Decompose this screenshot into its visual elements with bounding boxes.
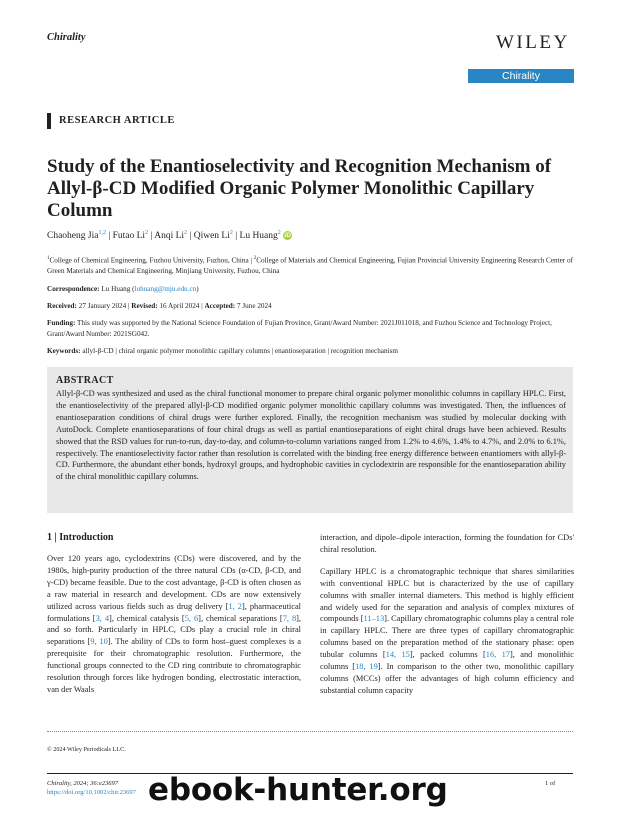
right-column [320,532,574,697]
correspondence-email-link[interactable]: luhuang@mju.edu.cn [134,285,197,293]
author-list: Chaoheng Jia$^{1,2}$ | Futao Li$^2$ | Anqi Li$^2$ | Qiwen Li$^2$ | Lu Huang$^2$ iD [47,230,291,242]
correspondence: Correspondence: Lu Huang (luhuang@mju.edu.cn) [47,285,199,293]
author-name[interactable]: Anqi Li [154,231,185,242]
abstract-text: Allyl-β-CD was synthesized and used as the chiral functional monomer to prepare chiral organic polymer monolithic columns in capillary HPLC. First, the enantioselectivity of the prepared allyl-β-CD modified organic polymer monolithic capillary columns was investigated. Then, the influences of enantioseparation conditions of chiral drugs were further explored. Finally, the recognition mechanism was studied by molecular docking with AutoDock. Complete enantioseparations of four chiral drugs as well as partial enantioseparations of eight chiral drugs have been achieved. Results showed that the RSD values for run-to-run, day-to-day, and column-to-column variations ranged from 1.2% to 4.6%, 1.4% to 4.7%, and 2.0% to 6.1%, respectively. The enantioselectivity factor rather than resolution is correlated with the binding free energy difference between enantiomers with allyl-β-CD. Furthermore, the abundant ether bonds, hydroxyl groups, and hydrophobic cavities in cyclodextrin are responsible for the enantioseparation ability of the chiral monolithic capillary columns. [56,389,566,482]
intro-paragraph-1: Over 120 years ago, cyclodextrins (CDs) were discovered, and by the 1980s, high-purity production of the three natural CDs (α-CD, β-CD, and γ-CD) became feasible. Due to the cost advantage, β-CD is often chosen as a raw material in research and development. CDs are now extensively utilized across various fields such as drug delivery [1, 2], pharmaceutical formulations [3, 4], chemical catalysis [5, 6], chemical separations [7, 8], and so forth. Particularly in HPLC, CDs play a crucial role in chiral separations [9, 10]. The ability of CDs to form host–guest complexes is a prerequisite for their chromatographic resolution. Furthermore, the functional groups connected to the CD ring contribute to chromatographic resolution through forces like hydrogen bonding, electrostatic interaction, van der Waals [47,554,302,694]
funding: Funding: This study was supported by the National Science Foundation of Fujian Province, Grant/Award Number: 2021J011018, and Fuzhou Science and Technology Project, Grant/Award Number: 2021SG042. [47,319,552,338]
intro-paragraph-1-cont: interaction, and dipole–dipole interaction, forming the foundation for CDs' chiral resolution. [320,533,574,554]
citation-link[interactable]: 9, 10 [90,637,108,647]
citation-link[interactable]: 3, 4 [95,613,110,623]
footnote-divider [47,731,573,732]
article-type-label: RESEARCH ARTICLE [47,113,175,129]
citation-link[interactable]: 14, 15 [385,650,410,660]
publisher-logo: WILEY [496,32,570,53]
citation-link[interactable]: 18, 19 [355,662,378,672]
affiliations: $^1$College of Chemical Engineering, Fuzhou University, Fuzhou, China | $^2$College of Materials and Chemical Engineering, Fujian Provincial University Engineering Research Center of Green Materials and Chemical Engineering, Minjiang University, Fuzhou, China [47,256,573,276]
page-number: 1 of [545,780,556,787]
journal-reference: Chirality, 2024; 36:e23697 [47,780,118,787]
keywords: Keywords: allyl-β-CD | chiral organic polymer monolithic capillary columns | enantioseparation | recognition mechanism [47,347,398,355]
orcid-icon[interactable]: iD [284,232,291,240]
journal-badge: Chirality [468,69,574,83]
article-dates: Received: 27 January 2024 | Revised: 16 April 2024 | Accepted: 7 June 2024 [47,302,272,310]
doi-link[interactable]: https://doi.org/10.1002/chir.23697 [47,789,136,796]
citation-link[interactable]: 11–13 [363,614,385,624]
author-name[interactable]: Chaoheng Jia [47,231,99,242]
author-name[interactable]: Lu Huang [239,231,278,242]
citation-link[interactable]: 7, 8 [282,613,297,623]
citation-link[interactable]: 16, 17 [485,650,510,660]
watermark: ebook-hunter.org [148,772,448,808]
abstract-heading: ABSTRACT [56,375,114,386]
section-heading-introduction: 1 | Introduction [47,532,114,543]
article-title: Study of the Enantioselectivity and Recognition Mechanism of Allyl-β-CD Modified Organic Polymer Monolithic Capillary Column [47,156,552,221]
citation-link[interactable]: 1, 2 [228,601,242,611]
left-column [47,532,301,696]
author-name[interactable]: Qiwen Li [193,231,230,242]
journal-name-header: Chirality [47,32,86,43]
intro-paragraph-2: Capillary HPLC is a chromatographic technique that shares similarities with conventional HPLC but is characterized by the use of capillary columns with smaller internal diameters. This method is highly efficient and widely used for the separation and analysis of complex mixtures of compounds [11–13]. Capillary chromatographic columns play a central role in capillary HPLC. There are three types of capillary chromatographic columns based on the preparation method of the stationary phase: open tubular columns [14, 15], packed columns [16, 17], and monolithic columns [18, 19]. In comparison to the other two, monolithic capillary columns (MCCs) offer the advantages of high column efficiency and substantial column capacity [320,566,575,695]
copyright-notice: © 2024 Wiley Periodicals LLC. [47,746,126,753]
author-name[interactable]: Futao Li [112,231,146,242]
citation-link[interactable]: 5, 6 [184,613,199,623]
